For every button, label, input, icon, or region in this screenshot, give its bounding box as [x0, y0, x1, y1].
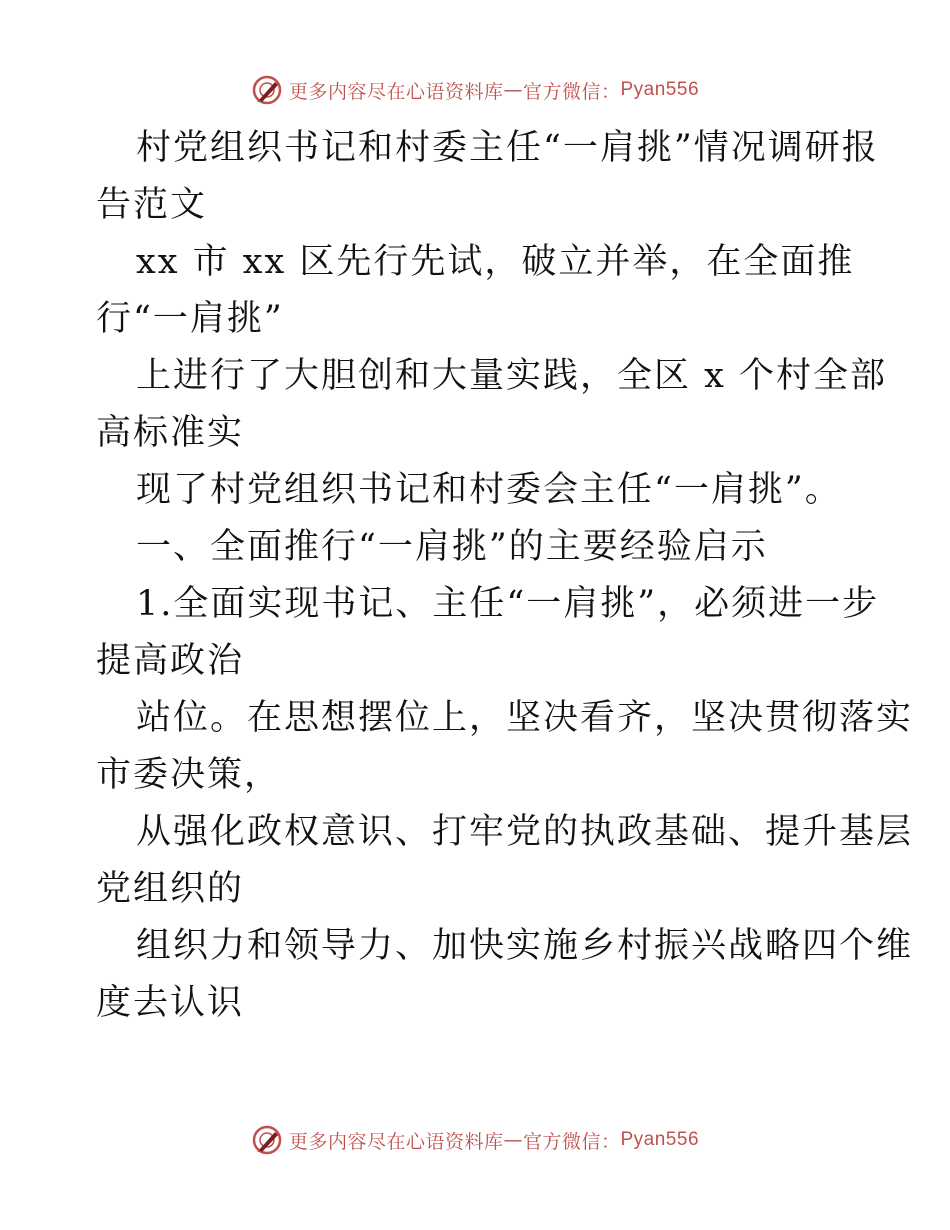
- watermark-suffix: 官方微信：: [522, 80, 621, 103]
- text-line: xx 市 xx 区先行先试，破立并举，在全面推: [136, 242, 855, 282]
- text-line: 行“一肩挑”: [96, 299, 284, 339]
- text-line: 党组织的: [96, 869, 245, 909]
- text-line: 上进行了大胆创和大量实践，全区 x 个村全部: [136, 356, 887, 396]
- watermark-text: 更多内容尽在心语资料库: [288, 1130, 504, 1153]
- text-line: 现了村党组织书记和村委会主任“一肩挑”。: [136, 470, 842, 510]
- text-line: 市委决策，: [96, 755, 282, 795]
- text-line: 组织力和领导力、加快实施乡村振兴战略四个维: [136, 926, 914, 966]
- watermark-text: 更多内容尽在心语资料库: [288, 80, 504, 103]
- watermark-separator: —: [503, 1129, 523, 1151]
- text-line: 告范文: [96, 185, 208, 225]
- watermark-separator: —: [503, 79, 523, 101]
- text-line: 从强化政权意识、打牢党的执政基础、提升基层: [136, 812, 914, 852]
- pen-logo-icon: [251, 74, 283, 106]
- watermark-suffix: 官方微信：: [522, 1130, 621, 1153]
- pen-logo-icon: [251, 1124, 283, 1156]
- watermark-id: Pyan556: [620, 1129, 700, 1150]
- text-line: 度去认识: [96, 983, 245, 1023]
- header-watermark: [0, 70, 950, 110]
- footer-watermark: [0, 1120, 950, 1160]
- text-line: 提高政治: [96, 641, 245, 681]
- document-body: [96, 120, 914, 1032]
- text-line: 村党组织书记和村委主任“一肩挑”情况调研报: [136, 128, 879, 168]
- text-line: 一、全面推行“一肩挑”的主要经验启示: [136, 527, 768, 567]
- text-line: 高标准实: [96, 413, 245, 453]
- text-line: 站位。在思想摆位上，坚决看齐，坚决贯彻落实: [136, 698, 914, 738]
- watermark-id: Pyan556: [620, 79, 700, 100]
- text-line: 1.全面实现书记、主任“一肩挑”，必须进一步: [136, 584, 880, 624]
